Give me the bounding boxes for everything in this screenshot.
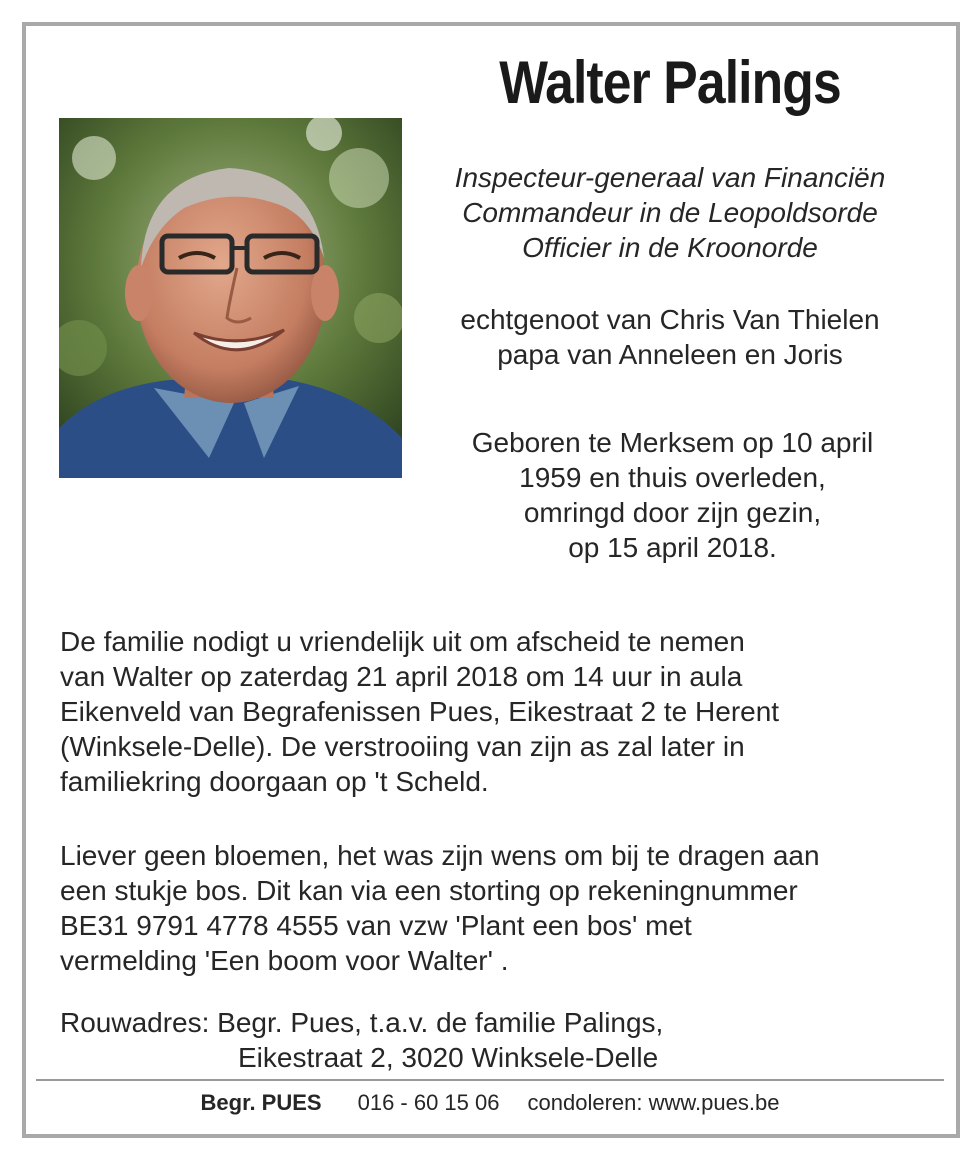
birth-death-info (400, 425, 945, 565)
paragraph-line: BE31 9791 4778 4555 van vzw 'Plant een bos' met (60, 910, 692, 941)
title-line: Inspecteur-generaal van Financiën (454, 162, 886, 193)
paragraph-line: De familie nodigt u vriendelijk uit om afscheid te nemen (60, 626, 745, 657)
paragraph-line: Eikenveld van Begrafenissen Pues, Eikestraat 2 te Herent (60, 696, 780, 727)
paragraph-line: vermelding 'Een boom voor Walter' . (60, 945, 509, 976)
footer (0, 1090, 980, 1116)
title-line: Officier in de Kroonorde (522, 232, 818, 263)
paragraph-line: van Walter op zaterdag 21 april 2018 om 14 uur in aula (60, 661, 743, 692)
funeral-home-name: Begr. PUES (200, 1090, 322, 1115)
paragraph-line: een stukje bos. Dit kan via een storting op rekeningnummer (60, 875, 798, 906)
phone-number: 016 - 60 15 06 (357, 1090, 500, 1115)
portrait-photo (59, 118, 402, 478)
paragraph-line: familiekring doorgaan op 't Scheld. (60, 766, 489, 797)
deceased-name: Walter Palings (499, 49, 841, 116)
footer-divider (36, 1079, 944, 1081)
condolence-link[interactable]: condoleren: www.pues.be (527, 1090, 780, 1115)
paragraph-line: (Winksele-Delle). De verstrooiing van zijn as zal later in (60, 731, 745, 762)
family-relations (400, 302, 940, 372)
donation-request (60, 838, 940, 978)
born-line: op 15 april 2018. (568, 532, 777, 563)
title-line: Commandeur in de Leopoldsorde (462, 197, 878, 228)
honorary-titles (400, 160, 940, 265)
born-line: 1959 en thuis overleden, (519, 462, 826, 493)
address-line-1: Rouwadres: Begr. Pues, t.a.v. de familie Palings, (60, 1007, 664, 1038)
born-line: Geboren te Merksem op 10 april (471, 427, 874, 458)
paragraph-line: Liever geen bloemen, het was zijn wens om bij te dragen aan (60, 840, 820, 871)
family-line: echtgenoot van Chris Van Thielen (460, 304, 880, 335)
family-line: papa van Anneleen en Joris (497, 339, 843, 370)
address-line-2: Eikestraat 2, 3020 Winksele-Delle (238, 1042, 659, 1073)
mourning-address (60, 1005, 940, 1075)
farewell-invitation (60, 624, 940, 799)
born-line: omringd door zijn gezin, (523, 497, 822, 528)
